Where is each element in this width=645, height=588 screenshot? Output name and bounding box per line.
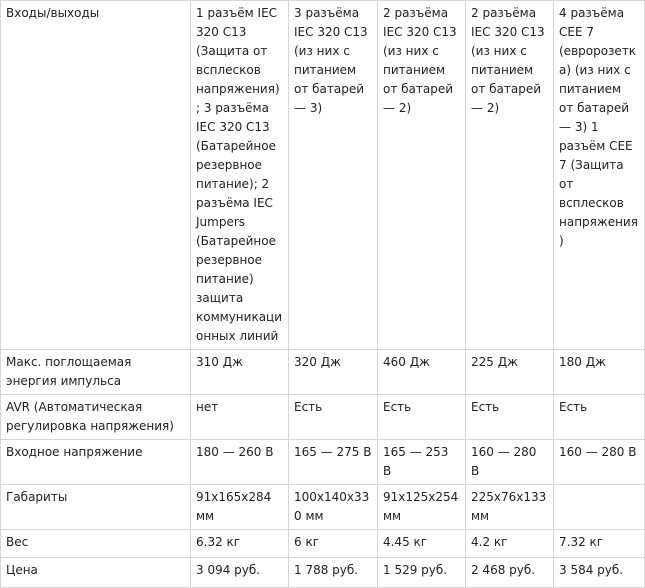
table-cell: 4.45 кг (378, 530, 466, 558)
table-cell (554, 485, 645, 530)
table-cell: 165 — 253 В (378, 440, 466, 485)
table-row-voltage (1, 440, 645, 485)
table-cell: 3 584 руб. (554, 558, 645, 588)
table-cell: 2 разъёма IEC 320 C13 (из них с питанием от батарей — 2) (466, 1, 554, 350)
row-label: Цена (1, 558, 191, 588)
table-cell: 160 — 280 В (554, 440, 645, 485)
row-label: Макс. поглощаемая энергия импульса (1, 350, 191, 395)
table-cell: 6 кг (289, 530, 378, 558)
table-cell: 1 разъём IEC 320 C13 (Защита от всплесков напряжения); 3 разъёма IEC 320 C13 (Батарейное резервное питание); 2 разъёма IEC Jumpers (Батарейное резервное питание) защита коммуникаци онных линий (191, 1, 289, 350)
table-cell: 460 Дж (378, 350, 466, 395)
row-label: Габариты (1, 485, 191, 530)
table-cell: Есть (289, 395, 378, 440)
table-cell: 310 Дж (191, 350, 289, 395)
table-cell: 3 разъёма IEC 320 C13 (из них с питанием от батарей — 3) (289, 1, 378, 350)
table-cell: 225x76x133 мм (466, 485, 554, 530)
table-cell: Есть (554, 395, 645, 440)
row-label: Входы/выходы (1, 1, 191, 350)
table-row-weight (1, 530, 645, 558)
table-cell: 4 разъёма CEE 7 (евророзетк а) (из них с питанием от батарей — 3) 1 разъём CEE 7 (Защита от всплесков напряжения ) (554, 1, 645, 350)
table-row-dimensions (1, 485, 645, 530)
table-cell: 3 094 руб. (191, 558, 289, 588)
row-label: Входное напряжение (1, 440, 191, 485)
table-cell: 160 — 280 В (466, 440, 554, 485)
table-cell: 6.32 кг (191, 530, 289, 558)
table-cell: 7.32 кг (554, 530, 645, 558)
table-row-price (1, 558, 645, 588)
row-label: Вес (1, 530, 191, 558)
row-label: AVR (Автоматическая регулировка напряжения) (1, 395, 191, 440)
table-cell: 1 529 руб. (378, 558, 466, 588)
table-cell: Есть (378, 395, 466, 440)
table-cell: 100x140x33 0 мм (289, 485, 378, 530)
table-cell: 180 Дж (554, 350, 645, 395)
table-cell: 1 788 руб. (289, 558, 378, 588)
table-cell: 225 Дж (466, 350, 554, 395)
table-row-energy (1, 350, 645, 395)
table-cell: 180 — 260 В (191, 440, 289, 485)
table-cell: Есть (466, 395, 554, 440)
table-cell: 165 — 275 В (289, 440, 378, 485)
table-cell: 2 468 руб. (466, 558, 554, 588)
table-cell: нет (191, 395, 289, 440)
table-row-avr (1, 395, 645, 440)
table-row-io (1, 1, 645, 350)
table-cell: 4.2 кг (466, 530, 554, 558)
table-cell: 91x125x254 мм (378, 485, 466, 530)
table-cell: 2 разъёма IEC 320 C13 (из них с питанием от батарей — 2) (378, 1, 466, 350)
table-cell: 320 Дж (289, 350, 378, 395)
table-cell: 91x165x284 мм (191, 485, 289, 530)
